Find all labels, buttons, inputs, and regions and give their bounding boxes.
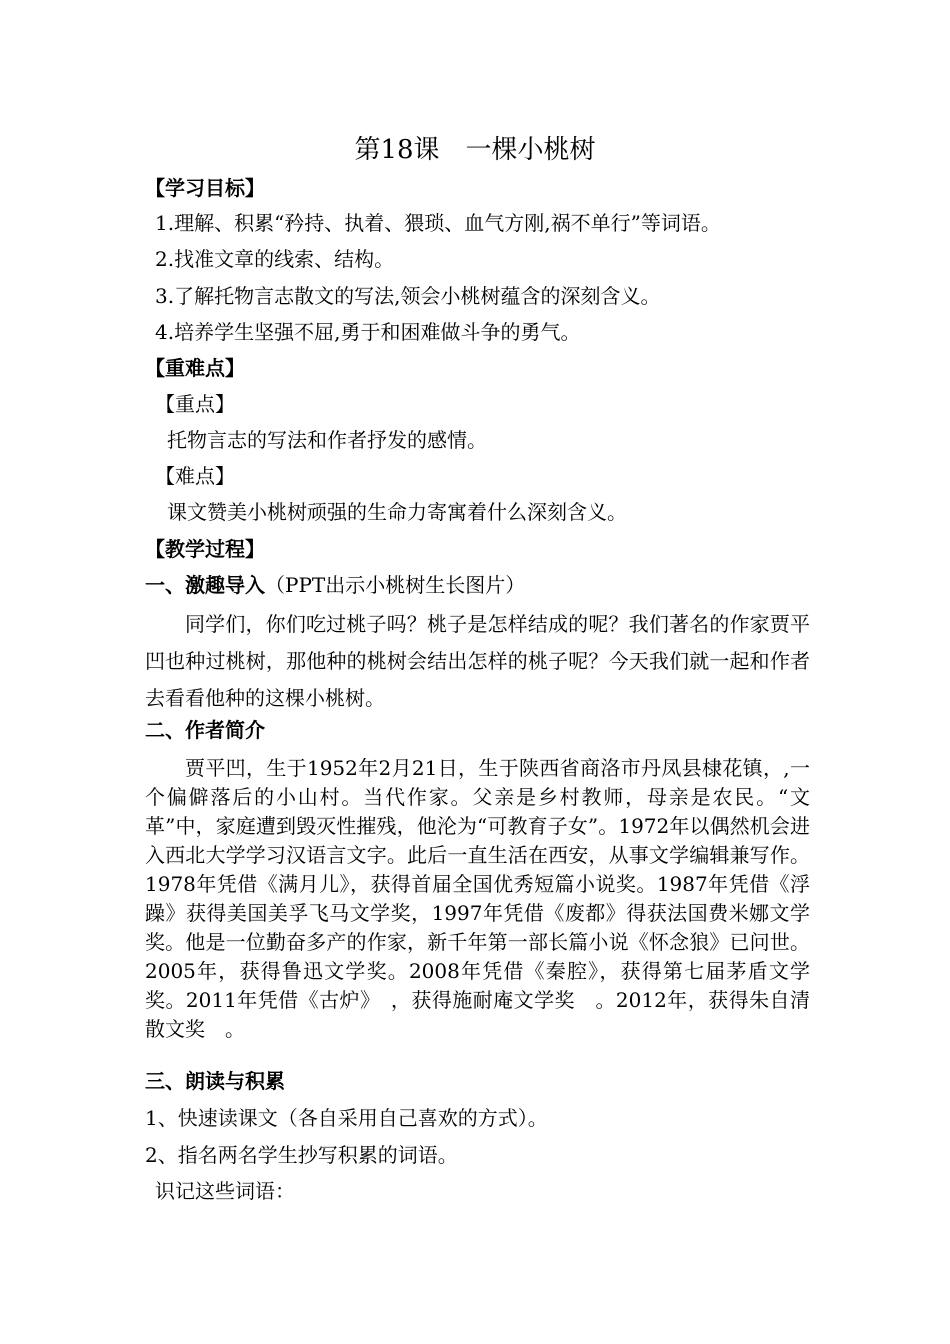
page-title: 第18课 一棵小桃树 bbox=[354, 135, 596, 165]
process-heading: 【教学过程】 bbox=[145, 537, 265, 561]
section2-heading: 二、作者简介 bbox=[145, 718, 265, 742]
section1-heading: 一、激趣导入 bbox=[145, 573, 265, 597]
difficulty-text: 课文赞美小桃树顽强的生命力寄寓着什么深刻含义。 bbox=[167, 500, 627, 524]
section2-paragraph: 贾平凹，生于1952年2月21日，生于陕西省商洛市丹凤县棣花镇，,一个偏僻落后的小山村。当代作家。父亲是乡村教师，母亲是农民。“文革”中，家庭遭到毁灭性摧残，他沦为“可教育子女”。1972年以偶然机会进入西北大学学习汉语言文字。此后一直生活在西安，从事文学编辑兼写作。1978年凭借《满月儿》，获得首届全国优秀短篇小说奖。1987年凭借《浮躁》获得美国美孚飞马文学奖，1997年凭借《废都》得获法国费米娜文学奖。他是一位勤奋多产的作家，新千年第一部长篇小说《怀念狼》已问世。2005年，获得鲁迅文学奖。2008年凭借《秦腔》，获得第七届茅盾文学奖。2011年凭借《古炉》 ，获得施耐庵文学奖 。2012年，获得朱自清散文奖 。 bbox=[145, 756, 810, 1041]
objective-item-2: 2.找准文章的线索、结构。 bbox=[155, 247, 395, 271]
section3-item-1: 1、快速读课文（各自采用自己喜欢的方式）。 bbox=[145, 1106, 548, 1130]
section3-note: 识记这些词语： bbox=[155, 1179, 295, 1203]
objective-item-1: 1.理解、积累“矜持、执着、猥琐、血气方刚,祸不单行”等词语。 bbox=[155, 211, 721, 235]
objective-item-4: 4.培养学生坚强不屈,勇于和困难做斗争的勇气。 bbox=[155, 320, 581, 344]
section1-note: （PPT出示小桃树生长图片） bbox=[265, 573, 526, 597]
section3-heading: 三、朗读与积累 bbox=[145, 1069, 285, 1093]
section1-title bbox=[145, 572, 525, 598]
objective-item-3: 3.了解托物言志散文的写法,领会小桃树蕴含的深刻含义。 bbox=[155, 284, 661, 308]
section3-item-2: 2、指名两名学生抄写积累的词语。 bbox=[145, 1143, 458, 1167]
key-point-text: 托物言志的写法和作者抒发的感情。 bbox=[167, 428, 487, 452]
key-point-label: 【重点】 bbox=[155, 392, 235, 416]
objectives-heading: 【学习目标】 bbox=[145, 176, 265, 200]
difficulty-label: 【难点】 bbox=[155, 464, 235, 488]
section1-paragraph: 同学们，你们吃过桃子吗？桃子是怎样结成的呢？我们著名的作家贾平凹也种过桃树，那他种的桃树会结出怎样的桃子呢？今天我们就一起和作者去看看他种的这棵小桃树。 bbox=[145, 612, 810, 710]
key-points-heading: 【重难点】 bbox=[145, 356, 245, 380]
